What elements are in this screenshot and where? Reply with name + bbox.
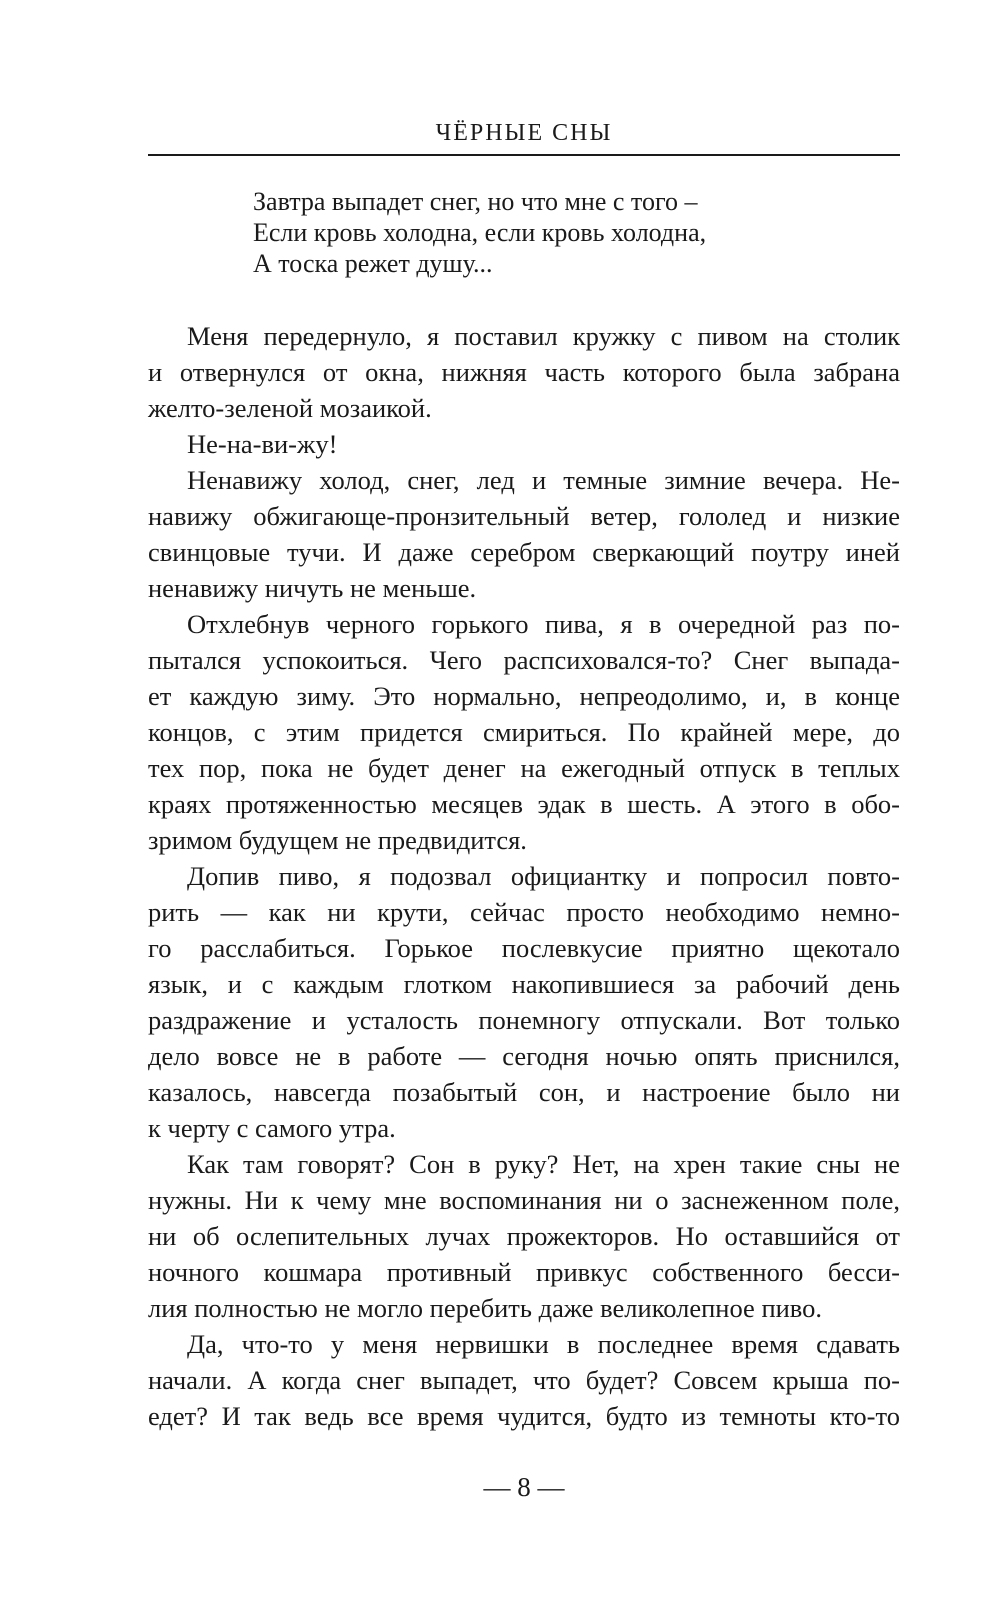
text-line: Допив пиво, я подозвал официантку и попросил повто- bbox=[187, 861, 900, 891]
paragraph bbox=[148, 858, 900, 1146]
epigraph-verse: Если кровь холодна, если кровь холодна, bbox=[253, 218, 707, 247]
body-text bbox=[148, 318, 900, 1434]
text-line: рить — как ни крути, сейчас просто необходимо немно- bbox=[148, 897, 900, 927]
text-line: Как там говорят? Сон в руку? Нет, на хрен такие сны не bbox=[187, 1149, 900, 1179]
text-line: язык, и с каждым глотком накопившиеся за рабочий день bbox=[148, 969, 900, 999]
text-line: свинцовые тучи. И даже серебром сверкающий поутру иней bbox=[148, 537, 900, 567]
paragraph bbox=[148, 462, 900, 606]
text-line: ненавижу ничуть не меньше. bbox=[148, 573, 477, 603]
text-line: Меня передернуло, я поставил кружку с пивом на столик bbox=[187, 321, 900, 351]
text-line: лия полностью не могло перебить даже великолепное пиво. bbox=[148, 1293, 823, 1323]
running-head: ЧЁРНЫЕ СНЫ bbox=[435, 120, 613, 146]
text-line: казалось, навсегда позабытый сон, и настроение было ни bbox=[148, 1077, 900, 1107]
text-line: к черту с самого утра. bbox=[148, 1113, 396, 1143]
epigraph-verse: Завтра выпадет снег, но что мне с того – bbox=[253, 187, 698, 216]
text-line: краях протяженностью месяцев эдак в шесть. А этого в обо- bbox=[148, 789, 900, 819]
text-line: ночного кошмара противный привкус собственного бесси- bbox=[148, 1257, 900, 1287]
paragraph bbox=[148, 426, 900, 462]
paragraph bbox=[148, 1146, 900, 1326]
epigraph-verse: А тоска режет душу... bbox=[253, 249, 493, 278]
text-line: и отвернулся от окна, нижняя часть которого была забрана bbox=[148, 357, 900, 387]
text-line: Да, что-то у меня нервишки в последнее время сдавать bbox=[187, 1329, 900, 1359]
text-line: начали. А когда снег выпадет, что будет? Совсем крыша по- bbox=[148, 1365, 900, 1395]
paragraph bbox=[148, 1326, 900, 1434]
text-line: Отхлебнув черного горького пива, я в очередной раз по- bbox=[187, 609, 900, 639]
text-line: едет? И так ведь все время чудится, будто из темноты кто-то bbox=[148, 1401, 900, 1431]
text-line: ет каждую зиму. Это нормально, непреодолимо, и, в конце bbox=[148, 681, 900, 711]
text-line: концов, с этим придется смириться. По крайней мере, до bbox=[148, 717, 900, 747]
text-line: го расслабиться. Горькое послевкусие приятно щекотало bbox=[148, 933, 900, 963]
text-line: желто-зеленой мозаикой. bbox=[148, 393, 432, 423]
epigraph bbox=[253, 186, 893, 279]
text-line: дело вовсе не в работе — сегодня ночью опять приснился, bbox=[148, 1041, 900, 1071]
paragraph bbox=[148, 606, 900, 858]
header-rule bbox=[148, 154, 900, 156]
text-line: навижу обжигающе-пронзительный ветер, гололед и низкие bbox=[148, 501, 900, 531]
paragraph bbox=[148, 318, 900, 426]
text-line: тех пор, пока не будет денег на ежегодный отпуск в теплых bbox=[148, 753, 900, 783]
text-line: раздражение и усталость понемногу отпускали. Вот только bbox=[148, 1005, 900, 1035]
text-line: ни об ослепительных лучах прожекторов. Но оставшийся от bbox=[148, 1221, 900, 1251]
text-line: пытался успокоиться. Чего распсиховался-то? Снег выпада- bbox=[148, 645, 900, 675]
page-number: — 8 — bbox=[483, 1472, 565, 1502]
text-line: зримом будущем не предвидится. bbox=[148, 825, 527, 855]
text-line: Не-на-ви-жу! bbox=[187, 429, 338, 459]
text-line: нужны. Ни к чему мне воспоминания ни о заснеженном поле, bbox=[148, 1185, 900, 1215]
text-line: Ненавижу холод, снег, лед и темные зимние вечера. Не- bbox=[187, 465, 900, 495]
